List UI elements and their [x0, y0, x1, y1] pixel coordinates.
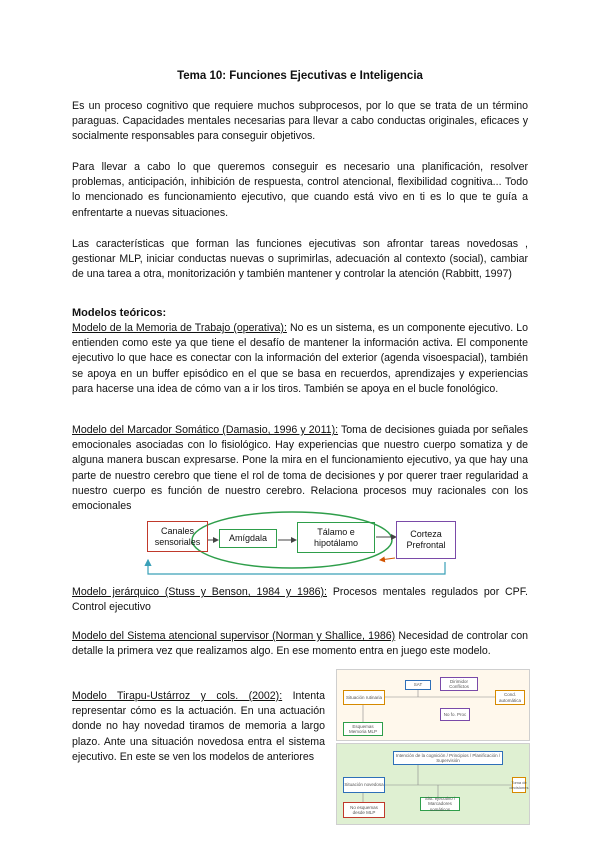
corteza-box: Corteza Prefrontal: [396, 521, 456, 559]
nofo-box: No fo. Proc: [440, 708, 470, 721]
dirimidor-box: Dirimidor Conflictos: [440, 677, 478, 691]
model-somatic-marker-name: Modelo del Marcador Somático (Damasio, 1996 y 2011):: [72, 424, 339, 436]
toma-decisiones-box: Toma de decisiones: [512, 777, 526, 793]
model-tirapu-name: Modelo Tirapu-Ustárroz y cols. (2002):: [72, 690, 283, 702]
model-supervisory-text: Necesidad de controlar con detalle la primera vez que realizamos algo. En ese momento entra en juego este modelo.: [72, 630, 528, 658]
sistema-ejecutivo-box: Sist. ejecutivo / Marcadores somáticos: [420, 797, 460, 811]
model-somatic-marker-text: Toma de decisiones guiada por señales emocionales asociadas con lo fisiológico. Hay experiencias que nuestro cuerpo somatiza y de alguna manera buscan expresarse. Pone la mira en el funcionamiento ejecutivo, ya que hay una parte de nuestro cerebro que tiene el rol de toma de decisiones y por querer traer regularidad a nuestro cuerpo es función de nuestro cerebro. Relaciona procesos muy racionales con los emocionales: [72, 424, 528, 513]
intro-paragraph: Es un proceso cognitivo que requiere muchos subprocesos, por lo que se trata de un término paraguas. Capacidades mentales necesarias para llevar a cabo conductas originales, eficaces y socialmente responsables para conseguir objetivos.: [72, 100, 528, 143]
model-supervisory-name: Modelo del Sistema atencional supervisor (Norman y Shallice, 1986): [72, 630, 396, 642]
model-hierarchical-name: Modelo jerárquico (Stuss y Benson, 1984 y 1986):: [72, 586, 328, 598]
models-heading: Modelos teóricos:: [72, 307, 167, 319]
page-title: Tema 10: Funciones Ejecutivas e Inteligencia: [177, 70, 423, 82]
sat-box: SAT: [405, 680, 431, 690]
characteristics-paragraph: Las características que forman las funciones ejecutivas son afrontar tareas novedosas , gestionar MLP, iniciar conductas nuevas o suprimirlas, adecuación al contexto (social), cambiar de una tarea a otra, monitorización y también mantener y controlar la atención (Rabbitt, 1997): [72, 238, 528, 281]
planning-paragraph: Para llevar a cabo lo que queremos conseguir es necesario una planificación, resolver problemas, anticipación, inhibición de respuesta, control atencional, flexibilidad cognitiva... Todo lo mencionado es funcionamiento ejecutivo, que cuando está vivo en ti es lo que te guía a enfrentarte a nuevas situaciones.: [72, 161, 528, 219]
situacion-novedosa-box: Situación novedosa: [343, 777, 385, 793]
model-hierarchical-text: Procesos mentales regulados por CPF. Control ejecutivo: [72, 586, 528, 614]
situacion-rutinaria-box: Situación rutinaria: [343, 690, 385, 705]
esquemas-box: Esquemas Memoria MLP: [343, 722, 383, 736]
talamo-box: Tálamo e hipotálamo: [297, 522, 375, 553]
model-working-memory-text: No es un sistema, es un componente ejecutivo. Lo entienden como este ya que tiene el desafío de mantener la información activa. El componente ejecutivo lo que hace es conectar con la información del exterior (agenda visoespacial), también se apoya en un buffer episódico en el que se basa en recuerdos, aprendizajes y experiencias para hacerse una idea de cómo van a ir los tiros. También se apoya en el bucle fonológico.: [72, 322, 529, 395]
model-tirapu-text: Intenta representar cómo es la actuación. En una actuación donde no hay novedad tiramos de memoria a largo plazo. Ante una situación novedosa entra el sistema ejecutivo. En este se ven los modelos de anteriores: [72, 690, 325, 763]
no-esquemas-box: No esquemas desde MLP: [343, 802, 385, 818]
conducta-box: Cond. automática: [495, 690, 525, 705]
canales-box: Canales sensoriales: [147, 521, 208, 552]
model-working-memory-name: Modelo de la Memoria de Trabajo (operativa):: [72, 322, 287, 334]
intencion-box: Intención de la cognición / Principios / Planificación / Supervisión: [393, 751, 503, 765]
amigdala-box: Amígdala: [219, 529, 277, 548]
